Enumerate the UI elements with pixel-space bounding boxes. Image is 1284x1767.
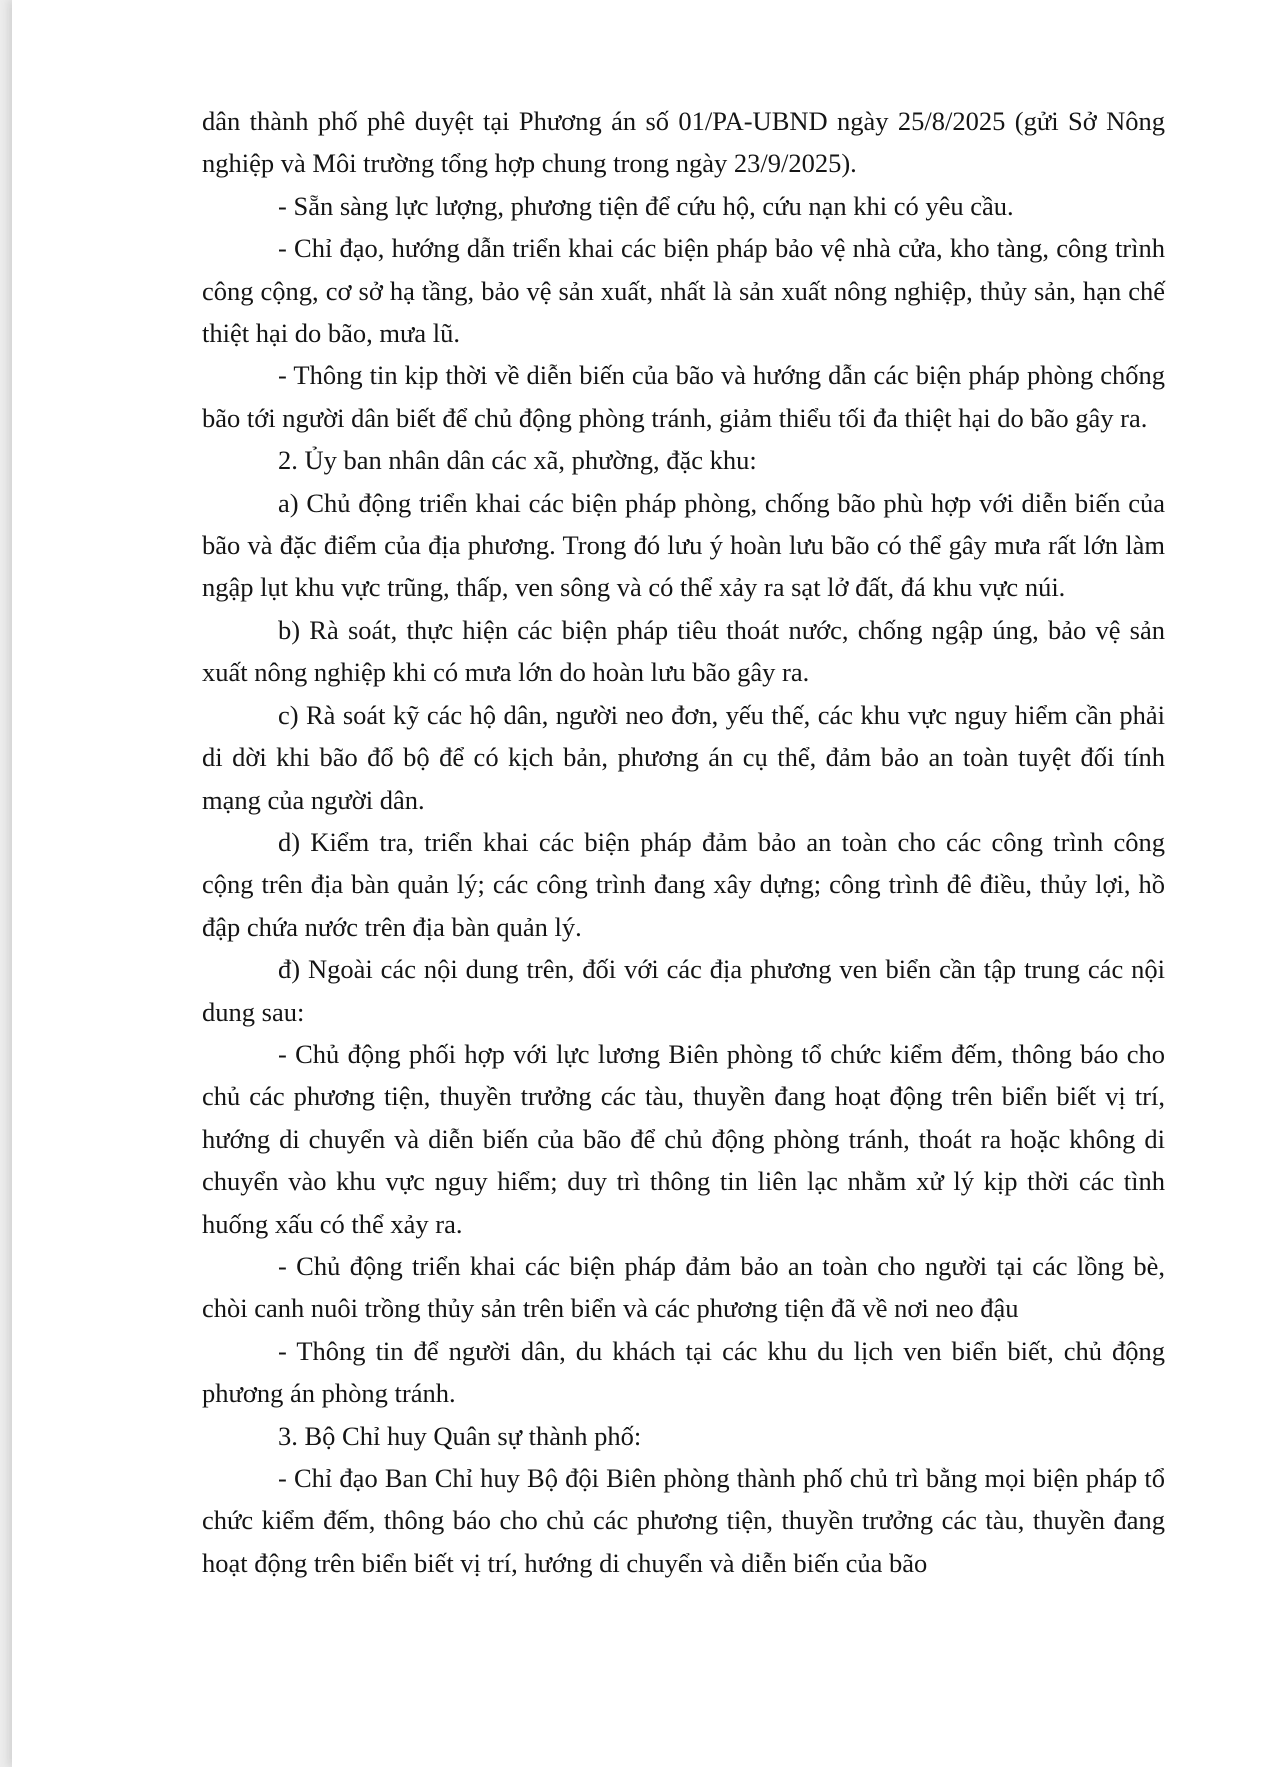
paragraph-item-a: a) Chủ động triển khai các biện pháp phòng, chống bão phù hợp với diễn biến của bão và đặc điểm của địa phương. Trong đó lưu ý hoàn lưu bão có thể gây mưa rất lớn làm ngập lụt khu vực trũng, thấp, ven sông và có thể xảy ra sạt lở đất, đá khu vực núi. bbox=[202, 487, 1165, 603]
section-heading-2: 2. Ủy ban nhân dân các xã, phường, đặc khu: bbox=[278, 445, 757, 476]
paragraph-rescue-readiness: - Sẵn sàng lực lượng, phương tiện để cứu hộ, cứu nạn khi có yêu cầu. bbox=[278, 190, 1014, 221]
document-body bbox=[202, 100, 1165, 1584]
paragraph-aquaculture-safety: - Chủ động triển khai các biện pháp đảm bảo an toàn cho người tại các lồng bè, chòi canh nuôi trồng thủy sản trên biển và các phương tiện đã về nơi neo đậu bbox=[202, 1250, 1165, 1324]
section-heading-3: 3. Bộ Chỉ huy Quân sự thành phố: bbox=[278, 1420, 642, 1451]
paragraph-item-c: c) Rà soát kỹ các hộ dân, người neo đơn, yếu thế, các khu vực nguy hiểm cần phải di dời khi bão đổ bộ để có kịch bản, phương án cụ thể, đảm bảo an toàn tuyệt đối tính mạng của người dân. bbox=[202, 699, 1165, 815]
paragraph-item-b: b) Rà soát, thực hiện các biện pháp tiêu thoát nước, chống ngập úng, bảo vệ sản xuất nông nghiệp khi có mưa lớn do hoàn lưu bão gây ra. bbox=[202, 614, 1165, 688]
paragraph-border-guard-direction: - Chỉ đạo Ban Chỉ huy Bộ đội Biên phòng thành phố chủ trì bằng mọi biện pháp tổ chức kiểm đếm, thông báo cho chủ các phương tiện, thuyền trưởng các tàu, thuyền đang hoạt động trên biển biết vị trí, hướng di chuyển và diễn biến của bão bbox=[202, 1463, 1165, 1578]
paragraph-border-coordination: - Chủ động phối hợp với lực lương Biên phòng tổ chức kiểm đếm, thông báo cho chủ các phương tiện, thuyền trưởng các tàu, thuyền đang hoạt động trên biển biết vị trí, hướng di chuyển và diễn biến của bão để chủ động phòng tránh, thoát ra hoặc không di chuyển vào khu vực nguy hiểm; duy trì thông tin liên lạc nhằm xử lý kịp thời các tình huống xấu có thể xảy ra. bbox=[202, 1038, 1165, 1239]
paragraph-tourist-information: - Thông tin để người dân, du khách tại các khu du lịch ven biển biết, chủ động phương án phòng tránh. bbox=[202, 1335, 1165, 1409]
paragraph-continuation: dân thành phố phê duyệt tại Phương án số 01/PA-UBND ngày 25/8/2025 (gửi Sở Nông nghiệp và Môi trường tổng hợp chung trong ngày 23/9/2025). bbox=[202, 106, 1165, 179]
paragraph-item-d: d) Kiểm tra, triển khai các biện pháp đảm bảo an toàn cho các công trình công cộng trên địa bàn quản lý; các công trình đang xây dựng; công trình đê điều, thủy lợi, hồ đập chứa nước trên địa bàn quản lý. bbox=[202, 826, 1165, 942]
paragraph-timely-information: - Thông tin kịp thời về diễn biến của bão và hướng dẫn các biện pháp phòng chống bão tới người dân biết để chủ động phòng tránh, giảm thiểu tối đa thiệt hại do bão gây ra. bbox=[202, 360, 1165, 433]
document-page bbox=[12, 0, 1284, 1767]
paragraph-protection-measures: - Chỉ đạo, hướng dẫn triển khai các biện pháp bảo vệ nhà cửa, kho tàng, công trình công cộng, cơ sở hạ tầng, bảo vệ sản xuất, nhất là sản xuất nông nghiệp, thủy sản, hạn chế thiệt hại do bão, mưa lũ. bbox=[202, 233, 1165, 349]
paragraph-item-dd: đ) Ngoài các nội dung trên, đối với các địa phương ven biển cần tập trung các nội dung sau: bbox=[202, 954, 1165, 1027]
